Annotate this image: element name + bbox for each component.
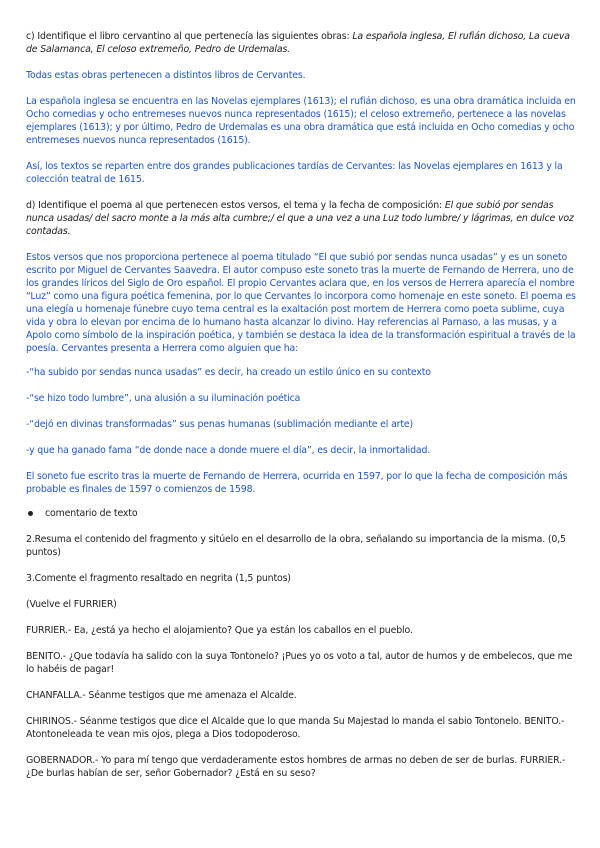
dialogue-line: GOBERNADOR.- Yo para mí tengo que verdaderamente estos hombres de armas no deben de ser de burlas. FURRIER.- ¿De burlas habían de ser, señor Gobernador? ¿Está en su seso? bbox=[26, 755, 566, 779]
answer-c-conclusion: Así, los textos se reparten entre dos grandes publicaciones tardías de Cervantes: las Novelas ejemplares en 1613 y la colección teatral de 1615. bbox=[26, 161, 563, 185]
answer-c-summary: Todas estas obras pertenecen a distintos libros de Cervantes. bbox=[26, 70, 306, 81]
answer-d-point: -“dejó en divinas transformadas” sus penas humanas (sublimación mediante el arte) bbox=[26, 419, 414, 430]
question-d bbox=[26, 199, 578, 238]
question-d-verses: El que subió por sendas nunca usadas/ del sacro monte a la más alta cumbre;/ el que a una vez a una Luz todo lumbre/ y lágrimas, en dulce voz contadas. bbox=[26, 200, 574, 237]
dialogue-line: BENITO.- ¿Que todavía ha salido con la suya Tontonelo? ¡Pues yo os voto a tal, autor de humos y de embelecos, que me lo habéis de pagar! bbox=[26, 651, 573, 675]
stage-direction: (Vuelve el FURRIER) bbox=[26, 599, 117, 610]
dialogue-line: CHANFALLA.- Séanme testigos que me amenaza el Alcalde. bbox=[26, 690, 297, 701]
instruction-comment: 3.Comente el fragmento resaltado en negrita (1,5 puntos) bbox=[26, 573, 291, 584]
bullet-dot-icon bbox=[28, 511, 33, 516]
answer-c-detail: La española inglesa se encuentra en las Novelas ejemplares (1613); el rufián dichoso, es una obra dramática incluida en Ocho comedias y ocho entremeses nuevos nunca representados (1615); el celoso extremeño, pertenece a las novelas ejemplares (1613); y por último, Pedro de Urdemalas es una obra dramática que está incluida en Ocho comedias y ocho entremeses nuevos nunca representados (1615). bbox=[26, 96, 576, 146]
question-d-text: d) Identifique el poema al que pertenecen estos versos, el tema y la fecha de composición: bbox=[26, 200, 445, 211]
answer-d-closing: El soneto fue escrito tras la muerte de Fernando de Herrera, ocurrida en 1597, por lo que la fecha de composición más probable es finales de 1597 o comienzos de 1598. bbox=[26, 471, 568, 495]
answer-d-point: -“ha subido por sendas nunca usadas” es decir, ha creado un estilo único en su contexto bbox=[26, 367, 431, 378]
answer-d-intro: Estos versos que nos proporciona pertenece al poema titulado “El que subió por sendas nunca usadas” y es un soneto escrito por Miguel de Cervantes Saavedra. El autor compuso este soneto tras la muerte de Fernando de Herrera, uno de los grandes líricos del Siglo de Oro español. El propio Cervantes aclara que, en los versos de Herrera aparecía el nombre “Luz” como una figura poética femenina, por lo que Cervantes lo incorpora como homenaje en este soneto. El poema es una elegía u homenaje fúnebre cuyo tema central es la exaltación post mortem de Herrera como poeta sublime, cuya vida y obra lo elevan por encima de lo humano hasta alcanzar lo divino. Hay referencias al Parnaso, a las musas, y a Apolo como símbolo de la inspiración poética, y también se destaca la idea de la transformación espiritual a través de la poesía. Cervantes presenta a Herrera como alguien que ha: bbox=[26, 252, 576, 354]
question-c-text: c) Identifique el libro cervantino al que pertenecía las siguientes obras: bbox=[26, 31, 353, 42]
answer-d-point: -y que ha ganado fama “de donde nace a donde muere el día”, es decir, la inmortalidad. bbox=[26, 445, 431, 456]
bullet-text: comentario de texto bbox=[45, 508, 138, 519]
answer-d-point: -“se hizo todo lumbre”, una alusión a su iluminación poética bbox=[26, 393, 301, 404]
instruction-summary: 2.Resuma el contenido del fragmento y sitúelo en el desarrollo de la obra, señalando su importancia de la misma. (0,5 puntos) bbox=[26, 534, 566, 558]
dialogue-line: FURRIER.- Ea, ¿está ya hecho el alojamiento? Que ya están los caballos en el pueblo. bbox=[26, 625, 413, 636]
dialogue-line: CHIRINOS.- Séanme testigos que dice el Alcalde que lo que manda Su Majestad lo manda el sabio Tontonelo. BENITO.- Atontoneleada te vean mis ojos, plega a Dios todopoderoso. bbox=[26, 716, 565, 740]
question-c-works: La española inglesa, El rufián dichoso, La cueva de Salamanca, El celoso extremeño, Pedro de Urdemalas. bbox=[26, 31, 570, 55]
document-page bbox=[26, 30, 578, 780]
question-c bbox=[26, 30, 578, 56]
bullet-item bbox=[26, 507, 578, 520]
